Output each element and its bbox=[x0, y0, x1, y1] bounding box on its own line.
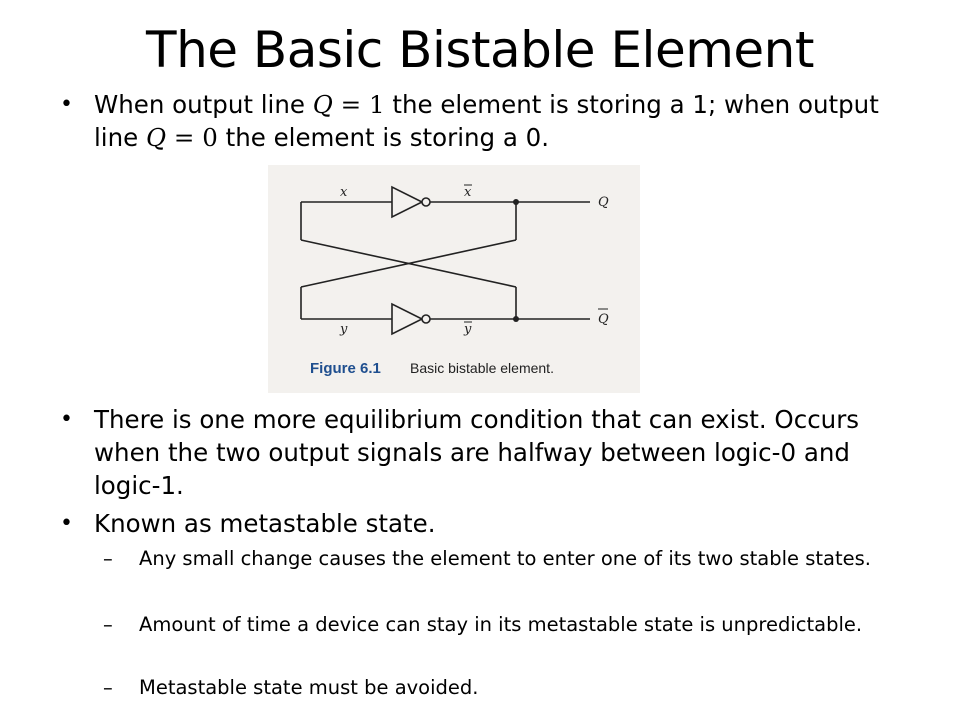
label-q-bar: Q bbox=[598, 312, 609, 327]
bullet-dot: • bbox=[60, 92, 73, 117]
sub-bullet-3 bbox=[103, 675, 883, 701]
junction-dot-bottom bbox=[513, 316, 519, 322]
sub-bullet-3-text: Metastable state must be avoided. bbox=[139, 676, 479, 699]
label-y-bar: y bbox=[464, 322, 472, 337]
label-q: Q bbox=[598, 195, 609, 210]
figure-caption-text: Basic bistable element. bbox=[410, 360, 554, 376]
sub-bullet-dash: – bbox=[103, 676, 113, 699]
sub-bullet-2-text: Amount of time a device can stay in its metastable state is unpredictable. bbox=[139, 613, 863, 636]
bullet-3-text: Known as metastable state. bbox=[94, 509, 436, 538]
bullet-dot: • bbox=[60, 511, 73, 536]
bistable-element-figure bbox=[268, 165, 640, 393]
sub-bullet-1 bbox=[103, 546, 883, 572]
bullet-1 bbox=[60, 88, 920, 154]
label-x: x bbox=[340, 185, 348, 200]
label-y: y bbox=[340, 322, 348, 337]
sub-bullet-2 bbox=[103, 612, 883, 638]
label-x-bar: x bbox=[464, 185, 472, 200]
figure-caption-number: Figure 6.1 bbox=[310, 360, 381, 377]
bullet-2 bbox=[60, 403, 920, 502]
bullet-dot: • bbox=[60, 407, 73, 432]
bullet-2-text: There is one more equilibrium condition that can exist. Occurs when the two output signals are halfway between logic-0 and logic-1. bbox=[94, 405, 860, 500]
bullet-1-text: When output line Q = 1 the element is storing a 1; when output line Q = 0 the element is storing a 0. bbox=[94, 90, 879, 152]
bullet-3 bbox=[60, 507, 920, 540]
sub-bullet-1-text: Any small change causes the element to enter one of its two stable states. bbox=[139, 547, 872, 570]
sub-bullet-dash: – bbox=[103, 547, 113, 570]
sub-bullet-dash: – bbox=[103, 613, 113, 636]
slide-title: The Basic Bistable Element bbox=[146, 21, 814, 79]
junction-dot-top bbox=[513, 199, 519, 205]
